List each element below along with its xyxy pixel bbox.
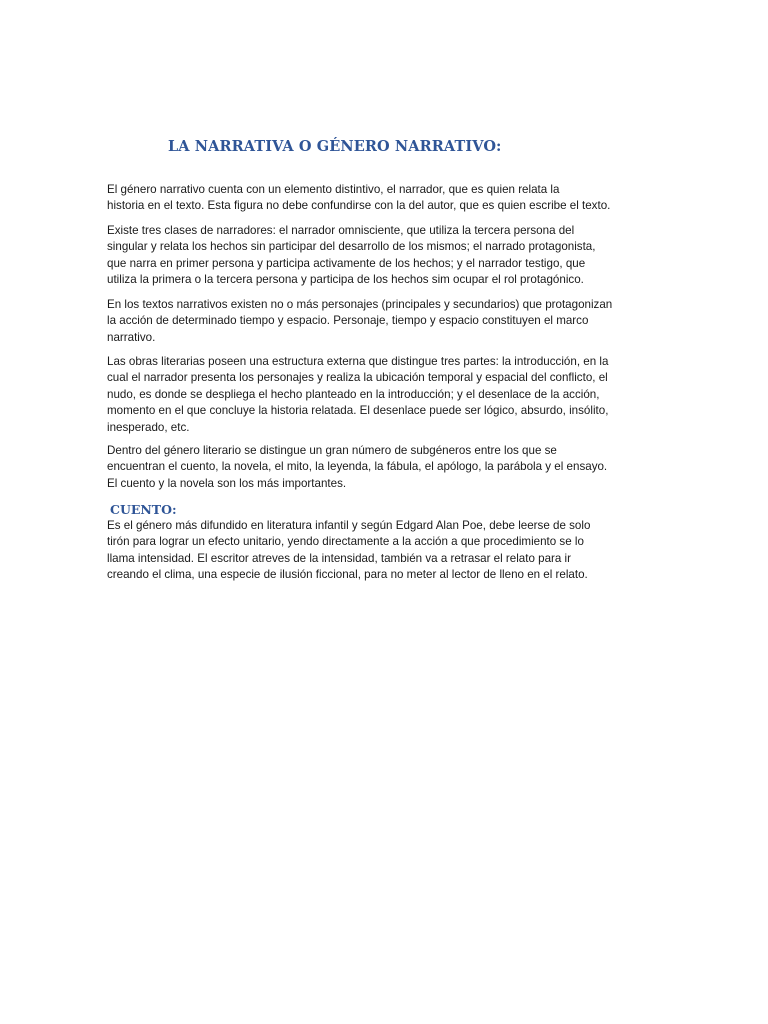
paragraph-cuento: Es el género más difundido en literatura infantil y según Edgard Alan Poe, debe leerse de solo tirón para lograr un efecto unitario, yendo directamente a la acción a que procedimiento se lo llama intensidad. El escritor atreves de la intensidad, también va a retrasar el relato para ir creando el clima, una especie de ilusión ficcional, para no meter al lector de lleno en el relato. bbox=[107, 519, 591, 582]
paragraph-narrator-types: Existe tres clases de narradores: el narrador omnisciente, que utiliza la tercera persona del singular y relata los hechos sin participar del desarrollo de los mismos; el narrado protagonista, que narra en primer persona y participa activamente de los hechos; y el narrador testigo, que utiliza la primera o la tercera persona y participa de los hechos sim ocupar el rol protagónico. bbox=[107, 224, 596, 287]
paragraph-structure: Las obras literarias poseen una estructura externa que distingue tres partes: la introducción, en la cual el narrador presenta los personajes y realiza la ubicación temporal y espacial del conflicto, el nudo, es donde se despliega el hecho planteado en la introducción; y el desenlace de la acción, momento en el que concluye la historia relatada. El desenlace puede ser lógico, absurdo, insólito, inesperado, etc. bbox=[107, 355, 609, 434]
paragraph-subgenres: Dentro del género literario se distingue un gran número de subgéneros entre los que se encuentran el cuento, la novela, el mito, la leyenda, la fábula, el apólogo, la parábola y el ensayo. El cuento y la novela son los más importantes. bbox=[107, 444, 608, 490]
paragraph-characters: En los textos narrativos existen no o más personajes (principales y secundarios) que protagonizan la acción de determinado tiempo y espacio. Personaje, tiempo y espacio constituyen el marco narrativo. bbox=[107, 298, 613, 344]
paragraph-narrative-genre: El género narrativo cuenta con un elemento distintivo, el narrador, que es quien relata la historia en el texto. Esta figura no debe confundirse con la del autor, que es quien escribe el texto. bbox=[107, 183, 611, 213]
page-title: LA NARRATIVA O GÉNERO NARRATIVO: bbox=[168, 138, 502, 155]
section-heading-cuento: CUENTO: bbox=[110, 502, 177, 517]
